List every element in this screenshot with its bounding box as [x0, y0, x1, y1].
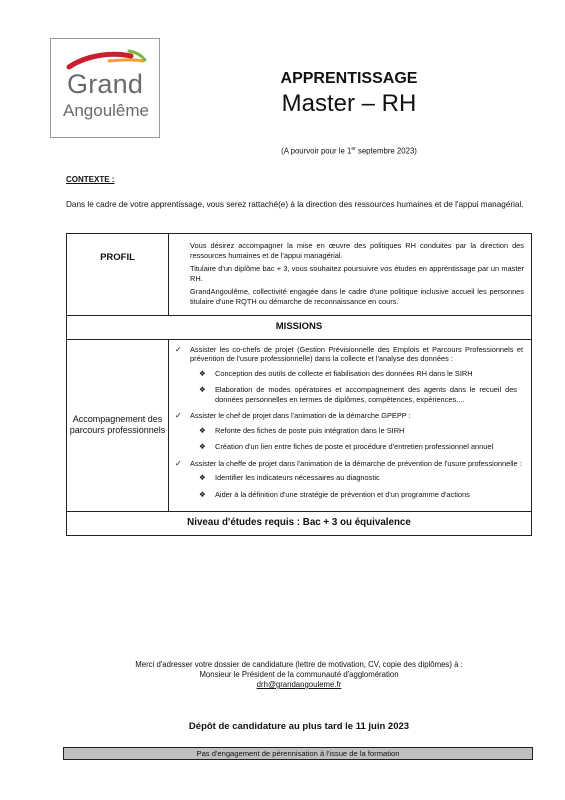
required-education-level: Niveau d'études requis : Bac + 3 ou équivalence — [67, 512, 532, 536]
mission-subitem-text: Identifier les indicateurs nécessaires au diagnostic — [215, 473, 380, 483]
missions-heading-row — [67, 315, 532, 339]
mission-text: Assister les co-chefs de projet (Gestion Prévisionnelle des Emplois et Parcours Professionnels et prévention de l'usure professionnelle) dans la collecte et l'analyse des données : — [190, 344, 523, 364]
missions-heading: MISSIONS — [67, 315, 532, 339]
logo-text-angouleme: Angoulême — [63, 101, 150, 120]
footer-notice: Pas d'engagement de pérennisation à l'issue de la formation — [63, 747, 533, 760]
mission-subitem — [175, 369, 523, 379]
recipient-line: Monsieur le Président de la communauté d'agglomération — [199, 670, 399, 679]
profil-paragraph: GrandAngoulême, collectivité engagée dans le cadre d'une politique inclusive accueil les personnes titulaire d'une RQTH ou démarche de reconnaissance en cours. — [190, 287, 524, 306]
diamond-bullet-icon: ❖ — [199, 368, 206, 378]
diamond-bullet-icon: ❖ — [199, 473, 206, 483]
profil-paragraph: Titulaire d'un diplôme bac + 3, vous souhaitez poursuivre vos études en apprentissage par un master RH. — [190, 264, 524, 283]
mission-subitem — [175, 490, 523, 500]
mission-subitem-text: Création d'un lien entre fiches de poste et procédure d'entretien professionnel annuel — [215, 442, 494, 452]
mission-subitem — [175, 426, 523, 436]
page-subtitle: Master – RH — [281, 90, 417, 117]
instructions-line: Merci d'adresser votre dossier de candidature (lettre de motivation, CV, copie des diplômes) à : — [135, 660, 463, 669]
page-title: APPRENTISSAGE — [280, 70, 418, 87]
mission-subitem-text: Refonte des fiches de poste puis intégration dans le SIRH — [215, 425, 405, 435]
logo-text-grand: Grand — [67, 69, 144, 99]
missions-list — [169, 339, 532, 512]
checkmark-icon: ✓ — [175, 411, 182, 421]
mission-subitem-text: Conception des outils de collecte et fiabilisation des données RH dans le SIRH — [215, 368, 473, 378]
contact-email-link[interactable]: drh@grandangouleme.fr — [256, 680, 342, 689]
mission-item — [175, 411, 523, 421]
mission-subitem — [175, 473, 523, 483]
grandangouleme-logo — [50, 38, 160, 138]
checkmark-icon: ✓ — [175, 458, 182, 468]
diamond-bullet-icon: ❖ — [199, 489, 206, 499]
profil-label: PROFIL — [67, 234, 169, 316]
profil-row — [67, 234, 532, 316]
mission-subitem-text: Aider à la définition d'une stratégie de prévention et d'un programme d'actions — [215, 489, 470, 499]
checkmark-icon: ✓ — [175, 344, 182, 354]
start-date-note: (A pourvoir pour le 1er septembre 2023) — [281, 146, 417, 156]
mission-subitem — [175, 385, 523, 404]
job-details-table — [66, 233, 532, 536]
mission-text: Assister le chef de projet dans l'animation de la démarche GPEPP : — [190, 411, 411, 421]
contexte-heading: CONTEXTE : — [66, 175, 115, 184]
mission-subitem-text: Elaboration de modes opératoires et accompagnement des agents dans le recueil des données personnelles en termes de diplômes, compétences, expériences,... — [215, 385, 517, 404]
mission-subitem — [175, 442, 523, 452]
application-deadline: Dépôt de candidature au plus tard le 11 juin 2023 — [188, 721, 410, 732]
application-instructions — [66, 660, 532, 690]
missions-label: Accompagnement des parcours professionnels — [67, 339, 169, 512]
mission-item — [175, 345, 523, 364]
profil-description — [169, 234, 532, 316]
contexte-text: Dans le cadre de votre apprentissage, vous serez rattaché(e) à la direction des ressources humaines et de l'appui managérial. — [66, 200, 524, 209]
missions-row — [67, 339, 532, 512]
mission-text: Assister la cheffe de projet dans l'animation de la démarche de prévention de l'usure professionnelle : — [190, 458, 522, 468]
niveau-row — [67, 512, 532, 536]
profil-paragraph: Vous désirez accompagner la mise en œuvre des politiques RH conduites par la direction des ressources humaines et de l'appui managérial. — [190, 241, 524, 260]
diamond-bullet-icon: ❖ — [199, 425, 206, 435]
mission-item — [175, 459, 523, 469]
diamond-bullet-icon: ❖ — [199, 442, 206, 452]
diamond-bullet-icon: ❖ — [199, 385, 206, 395]
